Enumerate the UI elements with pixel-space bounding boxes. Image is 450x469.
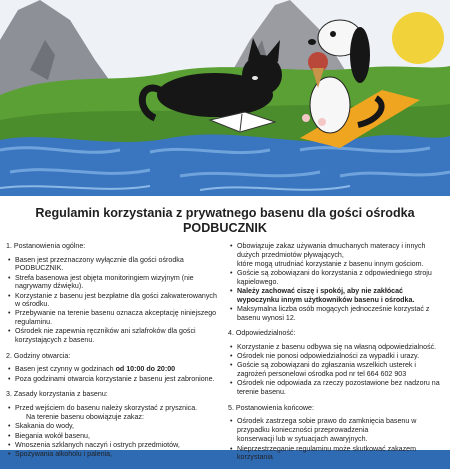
list-item-text: Basen jest czynny w godzinach [15,365,116,374]
section-heading: 1. Postanowienia ogólne: [6,242,86,250]
section-heading: 5. Postanowienia końcowe: [228,403,314,412]
list-item [6,365,222,374]
list-item: • Obowiązuje zakaz używania dmuchanych materacy i innych dużych przedmiotów pływających, [228,242,444,259]
list-item: • Maksymalna liczba osób mogących jednocześnie korzystać z basenu wynosi 12. [228,305,444,322]
section-heading: 3. Zasady korzystania z basenu: [6,390,108,399]
list-item-bold: • Należy zachować ciszę i spokój, aby nie zakłócać wypoczynku innym użytkowników basenu i ośrodka. [228,287,444,304]
regulations-document [0,196,450,462]
document-title [0,206,450,236]
title-line-1: Regulamin korzystania z prywatnego basenu dla gości ośrodka [35,206,415,220]
right-column [228,242,444,469]
list-item: • Ośrodek nie ponosi odpowiedzialności za wypadki i urazy. [228,352,444,361]
list-item: • Wnoszenia szklanych naczyń i ostrych przedmiotów, [6,441,222,450]
sun [392,12,444,64]
list-item: • Goście są zobowiązani do zgłaszania wszelkich usterek i zagrożeń personelowi ośrodka pod nr tel 664 602 903 [228,361,444,378]
list-item: • Korzystanie z basenu jest bezpłatne dla gości zakwaterowanych w ośrodku. [6,292,222,309]
list-item: Na terenie basenu obowiązuje zakaz: [26,413,144,422]
section-list [6,404,222,459]
list-item: • Goście są zobowiązani do korzystania z odpowiedniego stroju kąpielowego. [228,269,444,286]
list-item: • Nieprzestrzeganie regulaminu może skutkować zakazem korzystania [228,445,444,462]
list-item: • Ośrodek zastrzega sobie prawo do zamknięcia basenu w przypadku konieczności przeprowadzenia [228,417,444,434]
list-item: • Przebywanie na terenie basenu oznacza akceptację niniejszego regulaminu. [6,309,222,326]
list-item: • Korzystanie z basenu odbywa się na własną odpowiedzialność. [228,343,444,352]
river [0,135,450,200]
title-line-2: PODBUCZNIK [183,221,267,235]
list-item: • Biegania wokół basenu, [6,432,222,441]
list-item: • Ośrodek nie zapewnia ręczników ani szlafroków dla gości korzystających z basenu. [6,327,222,344]
left-column [6,242,222,466]
list-item: • Skakania do wody, [6,422,222,431]
section-list [6,256,222,345]
section-heading: 4. Odpowiedzialność: [228,329,296,338]
list-item: • Poza godzinami otwarcia korzystanie z basenu jest zabronione. [6,375,222,384]
list-item: • Ośrodek nie odpowiada za rzeczy pozostawione bez nadzoru na terenie basenu. [228,379,444,396]
list-item: • Basen jest przeznaczony wyłącznie dla gości ośrodka PODBUCZNIK. [6,256,222,273]
section-list [228,242,444,322]
list-item: • Strefa basenowa jest objęta monitoringiem wizyjnym (nie nagrywamy dźwięku). [6,274,222,291]
list-item: • Spożywania alkoholu i palenia, [6,450,222,459]
list-item: które mogą utrudniać korzystanie z basenu innym gościom. [237,259,424,268]
section-list [6,365,222,383]
list-item: konserwacji lub w sytuacjach awaryjnych. [237,435,368,444]
section-list [228,417,444,462]
section-heading: 2. Godziny otwarcia: [6,351,71,360]
opening-hours: od 10:00 do 20:00 [115,365,176,374]
section-list [228,343,444,397]
list-item: • Przed wejściem do basenu należy skorzystać z prysznica. [6,404,222,413]
white-dog [310,77,350,133]
